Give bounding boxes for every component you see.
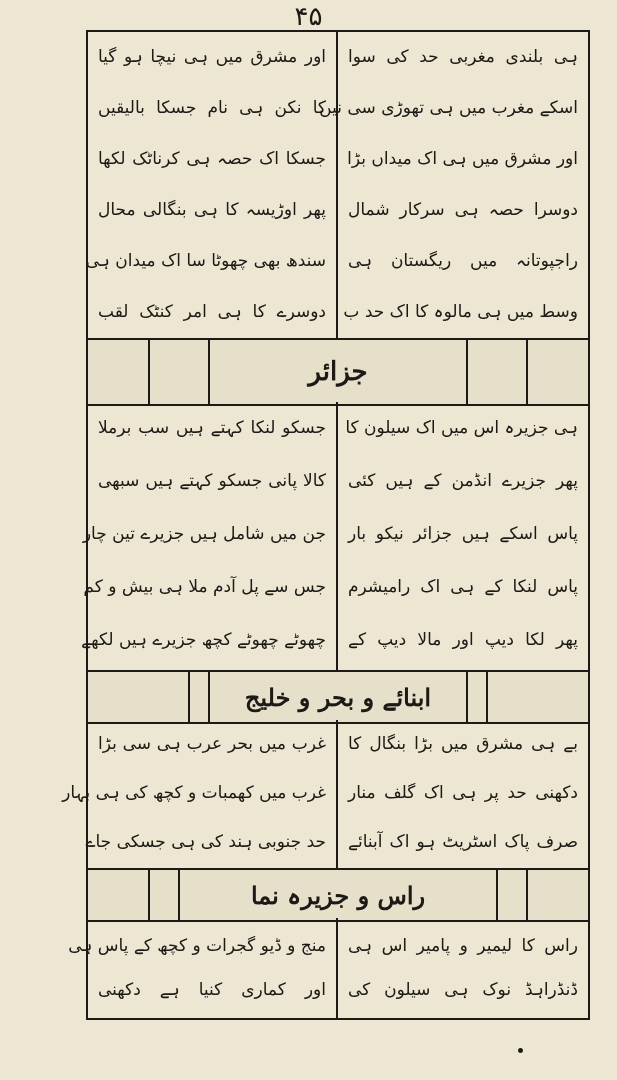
- verse: جن میں شامل ہیں جزیرے تین چار: [82, 524, 326, 544]
- verse: اور مشرق میں ہی نیچا ہو گیا: [98, 47, 326, 67]
- poem-block: [85, 32, 588, 338]
- verse: دوسرے کا ہی امر کنٹک لقب: [98, 302, 326, 322]
- left-column: [85, 32, 338, 338]
- section-heading-band: [88, 670, 588, 724]
- verse: منج و ڈیو گجرات و کچھ کے پاس ہی: [68, 936, 326, 956]
- section-heading: جزائر: [208, 340, 468, 404]
- verse: ڈنڈراہڈ نوک ہی سیلون کی: [348, 980, 578, 1000]
- verse: جس سے پل آدم ملا ہی بیش و کم: [83, 577, 326, 597]
- section-heading: راس و جزیرہ نما: [178, 870, 498, 920]
- verse: حد جنوبی ہند کی ہی جسکی جاے: [85, 832, 326, 852]
- right-column: [319, 32, 588, 338]
- left-column: [68, 918, 338, 1018]
- verse: کالا پانی جسکو کہتے ہیں سبھی: [98, 471, 326, 491]
- heading-divider: [526, 870, 528, 920]
- right-column: [338, 402, 588, 670]
- verse: سندھ بھی چھوٹا سا اک میدان ہی: [85, 251, 326, 271]
- verse: ہی بلندی مغربی حد کی سوا: [348, 47, 578, 67]
- verse: دوسرا حصہ ہی سرکار شمال: [348, 200, 578, 220]
- verse: پھر لکا دیپ اور مالا دیپ کے: [348, 630, 578, 650]
- right-column: [338, 720, 588, 868]
- heading-divider: [188, 672, 190, 722]
- verse: جسکو لنکا کہتے ہیں سب برملا: [98, 418, 326, 438]
- verse: پاس لنکا کے ہی اک رامیشرم: [348, 577, 578, 597]
- verse: کا نکن ہی نام جسکا بالیقیں: [98, 98, 326, 118]
- verse: صرف پاک اسٹریٹ ہو اک آبنائے: [348, 832, 578, 852]
- right-column: [338, 918, 588, 1018]
- verse: ہی جزیرہ اس میں اک سیلون کا: [345, 418, 578, 438]
- verse: پھر اوڑیسہ کا ہی بنگالی محال: [98, 200, 326, 220]
- heading-divider: [526, 340, 528, 404]
- verse: راس کا لیمیر و پامیر اس ہی: [348, 936, 578, 956]
- heading-divider: [148, 870, 150, 920]
- left-column: [62, 720, 338, 868]
- section-heading-band: [88, 338, 588, 406]
- verse: دکھنی حد پر ہی اک گلف منار: [348, 783, 578, 803]
- verse: چھوٹے چھوٹے کچھ جزیرے ہیں لکھے: [81, 630, 326, 650]
- left-column: [81, 402, 338, 670]
- verse: پھر جزیرے انڈمن کے ہیں کئی: [348, 471, 578, 491]
- poem-block: [62, 720, 588, 868]
- inner-frame: [62, 32, 588, 1018]
- verse: غرب میں بحر عرب ہی سی بڑا: [98, 734, 326, 754]
- verse: اسکے مغرب میں ہی تھوڑی سی نیں: [319, 98, 578, 118]
- page-frame: [62, 30, 590, 1020]
- section-heading: ابنائے و بحر و خلیج: [208, 672, 468, 722]
- verse: اور مشرق میں ہی اک میداں بڑا: [347, 149, 578, 169]
- heading-divider: [148, 340, 150, 404]
- page-number: ۴۵: [294, 2, 323, 32]
- verse: اور کماری کنیا ہے دکھنی: [98, 980, 326, 1000]
- verse: وسط میں ہی مالوہ کا اک حد ب: [343, 302, 578, 322]
- section-heading-band: [88, 868, 588, 922]
- poem-block: [68, 918, 588, 1018]
- ink-dot: [518, 1048, 523, 1053]
- verse: غرب میں کھمبات و کچھ کی ہی بہار: [62, 783, 326, 803]
- verse: راجپوتانہ میں ریگستان ہی: [348, 251, 578, 271]
- heading-divider: [486, 672, 488, 722]
- verse: بے ہی مشرق میں بڑا بنگال کا: [348, 734, 578, 754]
- poem-block: [81, 402, 588, 670]
- verse: پاس اسکے ہیں جزائر نیکو بار: [348, 524, 578, 544]
- verse: جسکا اک حصہ ہی کرناٹک لکھا: [98, 149, 326, 169]
